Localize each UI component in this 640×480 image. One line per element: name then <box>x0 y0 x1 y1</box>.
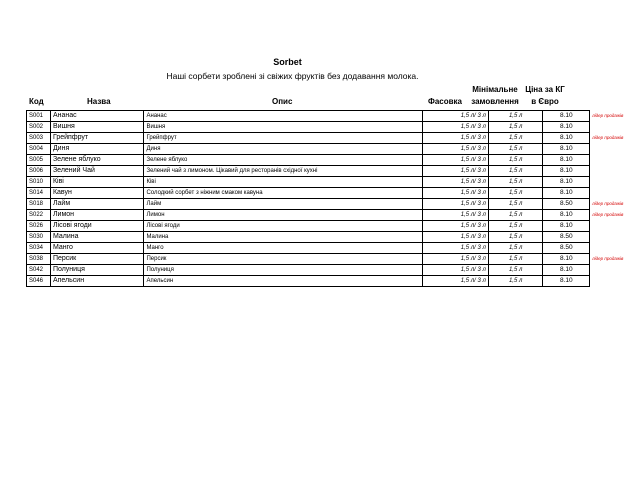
cell-name: Зелений Чай <box>50 166 144 177</box>
cell-note <box>590 221 640 232</box>
cell-packaging: 1,5 л/ 3 л <box>423 177 489 188</box>
cell-code: S006 <box>27 166 51 177</box>
cell-description: Ківі <box>144 177 423 188</box>
cell-min-order: 1,5 л <box>488 122 543 133</box>
cell-name: Кавун <box>50 188 144 199</box>
cell-description: Лісові ягоди <box>144 221 423 232</box>
cell-code: S038 <box>27 254 51 265</box>
cell-packaging: 1,5 л/ 3 л <box>423 155 489 166</box>
cell-code: S003 <box>27 133 51 144</box>
cell-min-order: 1,5 л <box>488 276 543 287</box>
table-row <box>27 265 640 276</box>
cell-packaging: 1,5 л/ 3 л <box>423 276 489 287</box>
cell-description: Вишня <box>144 122 423 133</box>
cell-note: лідер продажів <box>592 113 624 118</box>
cell-note <box>590 122 640 133</box>
cell-packaging: 1,5 л/ 3 л <box>423 166 489 177</box>
table-row <box>27 155 640 166</box>
cell-code: S001 <box>27 111 51 122</box>
cell-price: 8.10 <box>543 177 590 188</box>
cell-price: 8.10 <box>543 188 590 199</box>
cell-name: Зелене яблуко <box>50 155 144 166</box>
cell-description: Апельсин <box>144 276 423 287</box>
cell-description: Зелений чай з лимоном. Цікавий для ресторанів східної кухні <box>144 166 423 177</box>
cell-description: Манго <box>144 243 423 254</box>
cell-code: S046 <box>27 276 51 287</box>
table-row <box>27 122 640 133</box>
header-description: Опис <box>272 97 293 106</box>
table-row <box>27 199 640 210</box>
cell-min-order: 1,5 л <box>488 210 543 221</box>
cell-code: S014 <box>27 188 51 199</box>
cell-code: S042 <box>27 265 51 276</box>
table-row <box>27 243 640 254</box>
table-row <box>27 276 640 287</box>
cell-name: Малина <box>50 232 144 243</box>
header-min-order-line2: замовлення <box>471 97 519 106</box>
cell-name: Апельсин <box>50 276 144 287</box>
table-row <box>27 166 640 177</box>
cell-code: S004 <box>27 144 51 155</box>
table-row <box>27 210 640 221</box>
document-title: Sorbet <box>273 57 302 67</box>
cell-packaging: 1,5 л/ 3 л <box>423 221 489 232</box>
cell-price: 8.10 <box>543 276 590 287</box>
cell-min-order: 1,5 л <box>488 254 543 265</box>
table-row <box>27 254 640 265</box>
cell-price: 8.10 <box>543 166 590 177</box>
cell-min-order: 1,5 л <box>488 111 543 122</box>
cell-min-order: 1,5 л <box>488 232 543 243</box>
cell-note <box>590 188 640 199</box>
cell-price: 8.10 <box>543 122 590 133</box>
cell-min-order: 1,5 л <box>488 144 543 155</box>
cell-note: лідер продажів <box>592 135 624 140</box>
cell-note <box>590 166 640 177</box>
cell-description: Полуниця <box>144 265 423 276</box>
cell-min-order: 1,5 л <box>488 188 543 199</box>
cell-packaging: 1,5 л/ 3 л <box>423 122 489 133</box>
cell-note <box>590 144 640 155</box>
cell-note: лідер продажів <box>592 201 624 206</box>
cell-price: 8.10 <box>543 155 590 166</box>
cell-price: 8.10 <box>543 111 590 122</box>
cell-packaging: 1,5 л/ 3 л <box>423 210 489 221</box>
header-price-line2: в Євро <box>531 97 559 106</box>
cell-price: 8.10 <box>543 221 590 232</box>
cell-code: S002 <box>27 122 51 133</box>
cell-note <box>590 177 640 188</box>
header-code: Код <box>29 97 44 106</box>
cell-note <box>590 265 640 276</box>
document-subtitle: Наші сорбети зроблені зі свіжих фруктів без додавання молока. <box>166 71 419 81</box>
cell-note <box>590 276 640 287</box>
cell-price: 8.10 <box>543 210 590 221</box>
cell-price: 8.10 <box>543 265 590 276</box>
cell-description: Лайм <box>144 199 423 210</box>
cell-name: Ананас <box>50 111 144 122</box>
cell-price: 8.10 <box>543 133 590 144</box>
cell-name: Полуниця <box>50 265 144 276</box>
cell-code: S022 <box>27 210 51 221</box>
cell-description: Солодкий сорбет з ніжним смаком кавуна <box>144 188 423 199</box>
table-row <box>27 133 640 144</box>
cell-description: Ананас <box>144 111 423 122</box>
cell-code: S030 <box>27 232 51 243</box>
cell-code: S005 <box>27 155 51 166</box>
cell-min-order: 1,5 л <box>488 133 543 144</box>
cell-description: Диня <box>144 144 423 155</box>
table-body <box>27 111 640 287</box>
cell-note: лідер продажів <box>592 256 624 261</box>
cell-packaging: 1,5 л/ 3 л <box>423 144 489 155</box>
cell-min-order: 1,5 л <box>488 221 543 232</box>
cell-min-order: 1,5 л <box>488 199 543 210</box>
cell-min-order: 1,5 л <box>488 155 543 166</box>
cell-code: S010 <box>27 177 51 188</box>
cell-name: Лісові ягоди <box>50 221 144 232</box>
cell-code: S026 <box>27 221 51 232</box>
table-row <box>27 177 640 188</box>
table-row <box>27 232 640 243</box>
cell-min-order: 1,5 л <box>488 177 543 188</box>
cell-note <box>590 232 640 243</box>
cell-name: Лимон <box>50 210 144 221</box>
cell-packaging: 1,5 л/ 3 л <box>423 133 489 144</box>
cell-packaging: 1,5 л/ 3 л <box>423 199 489 210</box>
cell-note: лідер продажів <box>592 212 624 217</box>
cell-description: Персик <box>144 254 423 265</box>
cell-price: 8.50 <box>543 232 590 243</box>
cell-name: Персик <box>50 254 144 265</box>
cell-min-order: 1,5 л <box>488 265 543 276</box>
cell-min-order: 1,5 л <box>488 166 543 177</box>
cell-description: Лимон <box>144 210 423 221</box>
cell-packaging: 1,5 л/ 3 л <box>423 265 489 276</box>
cell-packaging: 1,5 л/ 3 л <box>423 254 489 265</box>
cell-packaging: 1,5 л/ 3 л <box>423 232 489 243</box>
header-price <box>516 84 574 108</box>
header-price-line1: Ціна за КГ <box>525 85 565 94</box>
cell-description: Зелене яблуко <box>144 155 423 166</box>
cell-name: Лайм <box>50 199 144 210</box>
table-row <box>27 221 640 232</box>
sorbet-price-table <box>26 110 640 287</box>
table-row <box>27 111 640 122</box>
cell-price: 8.50 <box>543 199 590 210</box>
cell-price: 8.10 <box>543 254 590 265</box>
cell-packaging: 1,5 л/ 3 л <box>423 111 489 122</box>
cell-packaging: 1,5 л/ 3 л <box>423 243 489 254</box>
cell-note <box>590 155 640 166</box>
cell-price: 8.50 <box>543 243 590 254</box>
cell-code: S034 <box>27 243 51 254</box>
cell-description: Малина <box>144 232 423 243</box>
table-row <box>27 144 640 155</box>
cell-name: Грейпфрут <box>50 133 144 144</box>
cell-name: Ківі <box>50 177 144 188</box>
cell-price: 8.10 <box>543 144 590 155</box>
cell-description: Грейпфрут <box>144 133 423 144</box>
cell-code: S018 <box>27 199 51 210</box>
header-name: Назва <box>87 97 111 106</box>
cell-name: Диня <box>50 144 144 155</box>
cell-packaging: 1,5 л/ 3 л <box>423 188 489 199</box>
header-min-order-line1: Мінімальне <box>472 85 518 94</box>
table-row <box>27 188 640 199</box>
header-packaging: Фасовка <box>428 97 462 106</box>
cell-name: Манго <box>50 243 144 254</box>
cell-name: Вишня <box>50 122 144 133</box>
cell-min-order: 1,5 л <box>488 243 543 254</box>
cell-note <box>590 243 640 254</box>
